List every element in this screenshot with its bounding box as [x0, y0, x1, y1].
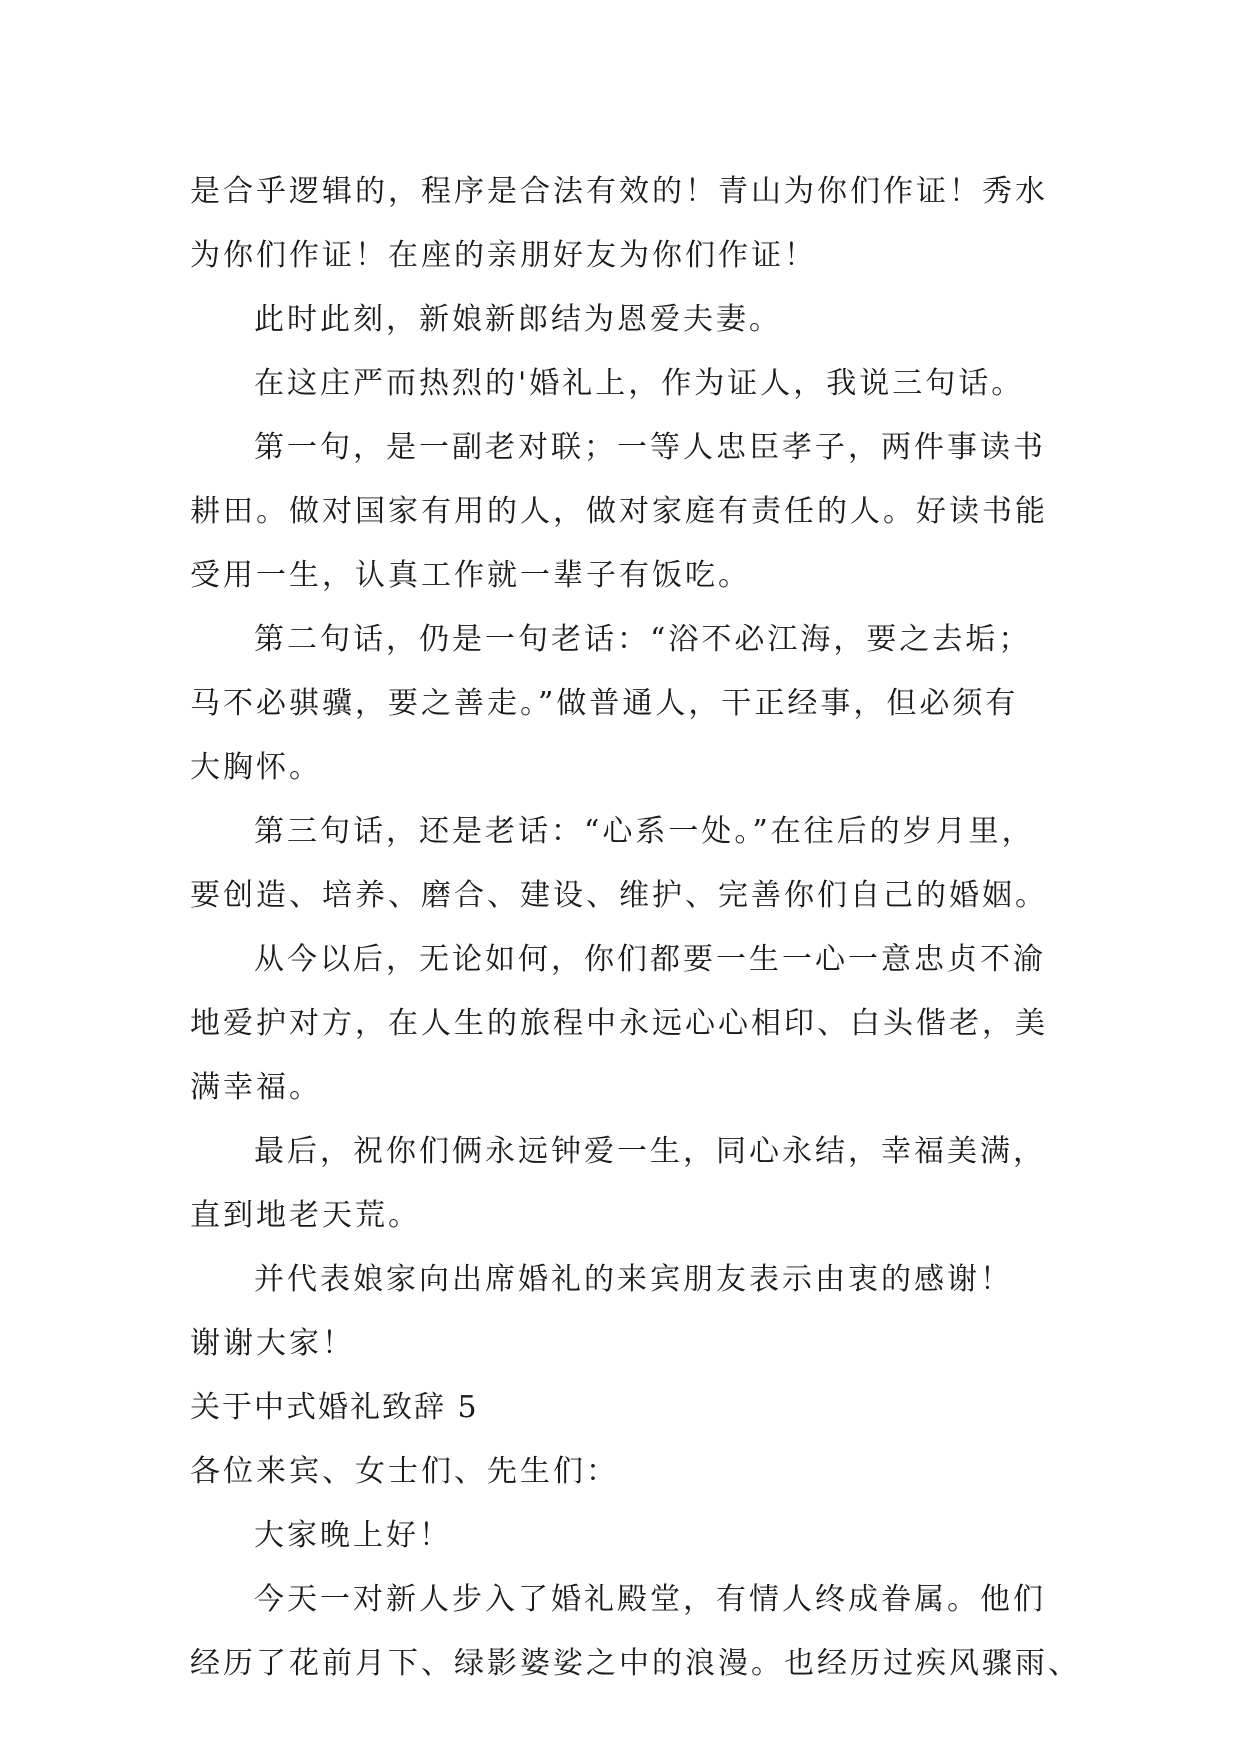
greeting: 大家晚上好！ [254, 1518, 452, 1553]
text-line: 要创造、培养、磨合、建设、维护、完善你们自己的婚姻。 [190, 878, 1048, 913]
text-line: 谢谢大家！ [190, 1326, 355, 1361]
text-line: 直到地老天荒。 [190, 1198, 421, 1233]
text-line: 满幸福。 [190, 1070, 322, 1105]
text-line: 大胸怀。 [190, 750, 322, 785]
paragraph-start: 此时此刻，新娘新郎结为恩爱夫妻。 [254, 302, 782, 337]
text-line: 耕田。做对国家有用的人，做对家庭有责任的人。好读书能 [190, 494, 1048, 529]
text-line: 马不必骐骥，要之善走。”做普通人，干正经事，但必须有 [190, 686, 1019, 721]
document-body [190, 160, 1081, 1696]
text-line: 是合乎逻辑的，程序是合法有效的！青山为你们作证！秀水 [190, 174, 1048, 209]
section-heading: 关于中式婚礼致辞 5 [190, 1390, 479, 1425]
text-line: 经历了花前月下、绿影婆娑之中的浪漫。也经历过疾风骤雨、 [190, 1646, 1081, 1681]
paragraph-start: 今天一对新人步入了婚礼殿堂，有情人终成眷属。他们 [254, 1582, 1046, 1617]
text-line: 受用一生，认真工作就一辈子有饭吃。 [190, 558, 751, 593]
salutation: 各位来宾、女士们、先生们： [190, 1454, 619, 1489]
text-line: 为你们作证！在座的亲朋好友为你们作证！ [190, 238, 817, 273]
paragraph-start: 第二句话，仍是一句老话：“浴不必江海，要之去垢； [254, 622, 1032, 657]
paragraph-start: 最后，祝你们俩永远钟爱一生，同心永结，幸福美满， [254, 1134, 1046, 1169]
paragraph-start: 从今以后，无论如何，你们都要一生一心一意忠贞不渝 [254, 942, 1046, 977]
text-line: 地爱护对方，在人生的旅程中永远心心相印、白头偕老，美 [190, 1006, 1048, 1041]
paragraph-start: 在这庄严而热烈的'婚礼上，作为证人，我说三句话。 [254, 366, 1025, 401]
paragraph-start: 第三句话，还是老话：“心系一处。”在往后的岁月里， [254, 814, 1035, 849]
paragraph-start: 第一句，是一副老对联；一等人忠臣孝子，两件事读书 [254, 430, 1046, 465]
paragraph-start: 并代表娘家向出席婚礼的来宾朋友表示由衷的感谢！ [254, 1262, 1013, 1297]
